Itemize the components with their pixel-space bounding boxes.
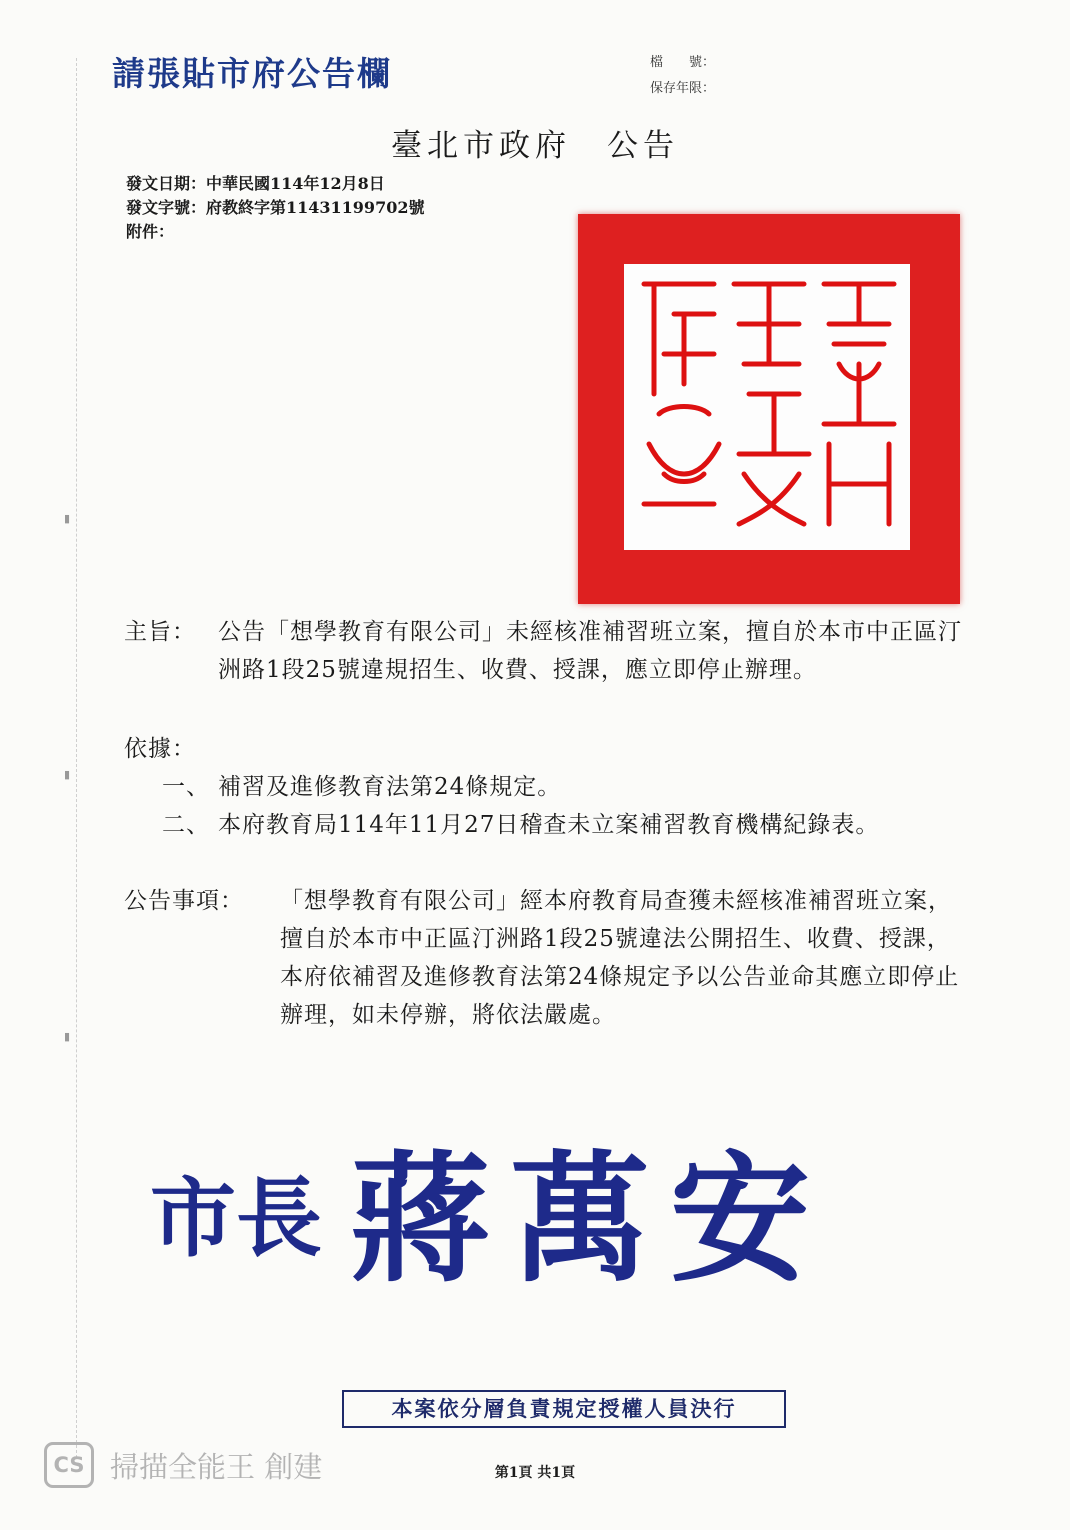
- page-binding-line: [76, 58, 77, 1458]
- archive-number-label: 檔 號：: [650, 55, 716, 70]
- scanner-watermark-text: 掃描全能王 創建: [110, 1449, 323, 1484]
- mayor-signature: [150, 1128, 850, 1308]
- official-seal: [578, 214, 960, 604]
- issue-number: 發文字號：府教終字第11431199702號: [126, 198, 425, 217]
- signature-title: 市長: [150, 1168, 322, 1269]
- basis-item-number: 一、: [162, 774, 210, 800]
- attachment: 附件：: [126, 222, 175, 241]
- issue-date: 發文日期：中華民國114年12月8日: [126, 174, 385, 193]
- binding-mark: ▮: [64, 1030, 71, 1043]
- authorization-stamp: 本案依分層負責規定授權人員決行: [342, 1390, 786, 1428]
- notice-content: 「想學教育有限公司」經本府教育局查獲未經核准補習班立案，擅自於本市中正區汀洲路1段25號違法公開招生、收費、授課，本府依補習及進修教育法第24條規定予以公告並命其應立即停止辦理，如未停辦，將依法嚴處。: [280, 888, 960, 1028]
- basis-item-content: 本府教育局114年11月27日稽查未立案補習教育機構紀錄表。: [218, 812, 880, 838]
- basis-item-content: 補習及進修教育法第24條規定。: [218, 774, 562, 800]
- subject-label: 主旨：: [124, 619, 196, 645]
- basis-label: 依據：: [124, 736, 196, 762]
- posting-note: 請張貼市府公告欄: [112, 54, 392, 93]
- signature-name: 蔣萬安: [350, 1138, 831, 1302]
- retention-period-label: 保存年限：: [650, 81, 716, 96]
- binding-mark: ▮: [64, 768, 71, 781]
- binding-mark: ▮: [64, 512, 71, 525]
- document-title: 臺北市政府 公告: [391, 128, 679, 164]
- page-number: 第1頁 共1頁: [494, 1465, 576, 1481]
- subject-content: 公告「想學教育有限公司」未經核准補習班立案，擅自於本市中正區汀洲路1段25號違規招生、收費、授課，應立即停止辦理。: [218, 619, 962, 683]
- scanner-watermark: [44, 1442, 322, 1488]
- basis-item-number: 二、: [162, 812, 210, 838]
- camscanner-logo-icon: CS: [44, 1442, 94, 1488]
- seal-script-glyphs: [624, 264, 910, 550]
- issue-info: [126, 172, 424, 244]
- notice-label: 公告事項：: [124, 888, 244, 914]
- archive-meta: [650, 50, 715, 102]
